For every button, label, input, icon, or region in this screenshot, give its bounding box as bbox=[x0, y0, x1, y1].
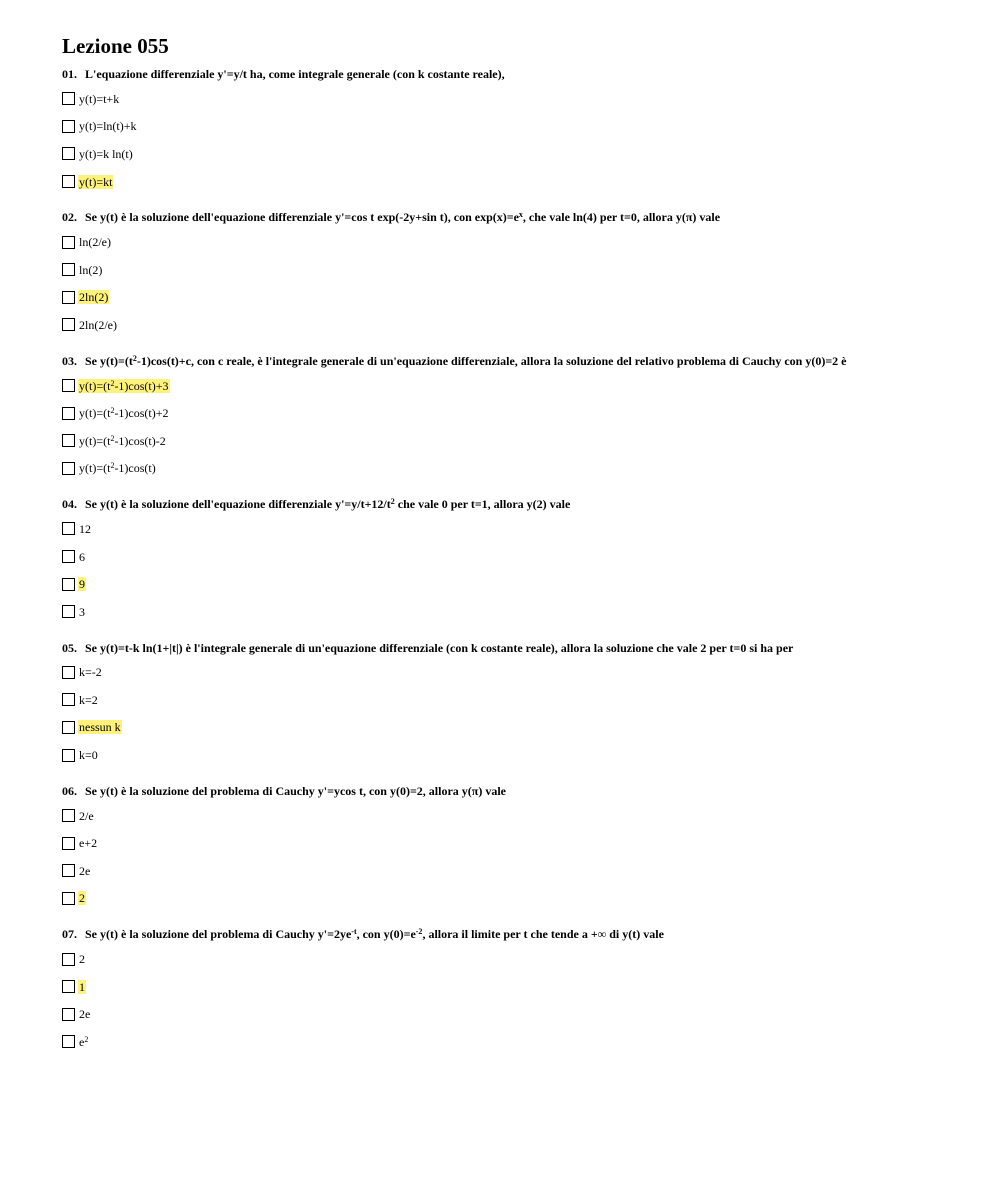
question-text bbox=[62, 640, 962, 656]
question-spacer bbox=[62, 912, 962, 926]
question-prompt: Se y(t) è la soluzione del problema di Cauchy y'=ycos t, con y(0)=2, allora y(π) vale bbox=[85, 783, 506, 798]
question-1 bbox=[62, 66, 962, 195]
answer-option[interactable] bbox=[62, 1028, 962, 1056]
question-text bbox=[62, 926, 962, 942]
answer-option[interactable] bbox=[62, 140, 962, 168]
questions-list bbox=[62, 66, 962, 1056]
answer-checkbox[interactable] bbox=[62, 120, 75, 133]
question-text bbox=[62, 783, 962, 799]
options-list bbox=[62, 372, 962, 482]
answer-checkbox[interactable] bbox=[62, 666, 75, 679]
answer-label: $y(t)=(t^2-1)\cos(t)-2$ bbox=[79, 433, 166, 448]
question-text bbox=[62, 209, 962, 225]
answer-option[interactable] bbox=[62, 427, 962, 455]
answer-label: ln(2/e) bbox=[79, 235, 111, 250]
answer-checkbox[interactable] bbox=[62, 693, 75, 706]
question-text bbox=[62, 353, 962, 369]
answer-checkbox[interactable] bbox=[62, 721, 75, 734]
answer-label: 2e bbox=[79, 863, 91, 878]
answer-checkbox[interactable] bbox=[62, 1008, 75, 1021]
answer-checkbox[interactable] bbox=[62, 147, 75, 160]
answer-checkbox[interactable] bbox=[62, 407, 75, 420]
answer-option[interactable] bbox=[62, 802, 962, 830]
answer-option[interactable] bbox=[62, 686, 962, 714]
question-3 bbox=[62, 353, 962, 482]
answer-option[interactable] bbox=[62, 228, 962, 256]
answer-checkbox[interactable] bbox=[62, 175, 75, 188]
answer-option[interactable] bbox=[62, 857, 962, 885]
answer-label: $y(t)=(t^2-1)\cos(t)+2$ bbox=[79, 406, 169, 421]
question-prompt: Se y(t) è la soluzione dell'equazione differenziale $y'=y/t+12/t^2$ che vale 0 per t=1, allora y(2) vale bbox=[85, 497, 571, 512]
answer-label: $e^2$ bbox=[79, 1034, 89, 1049]
answer-option[interactable] bbox=[62, 885, 962, 913]
answer-option[interactable] bbox=[62, 570, 962, 598]
answer-option[interactable] bbox=[62, 945, 962, 973]
answer-label-highlighted: 1 bbox=[79, 979, 85, 994]
answer-option[interactable] bbox=[62, 399, 962, 427]
question-spacer bbox=[62, 769, 962, 783]
question-4 bbox=[62, 496, 962, 625]
question-prompt: Se $y(t)=(t^2-1)\cos(t)+c$, con c reale, è l'integrale generale di un'equazione differenziale, allora la soluzione del relativo problema di Cauchy con y(0)=2 è bbox=[85, 353, 847, 368]
answer-label-highlighted: 2 bbox=[79, 891, 85, 906]
answer-option[interactable] bbox=[62, 113, 962, 141]
question-number: 01. bbox=[62, 67, 77, 81]
answer-label: 12 bbox=[79, 521, 91, 536]
answer-option[interactable] bbox=[62, 741, 962, 769]
answer-label: 2e bbox=[79, 1007, 91, 1022]
answer-checkbox[interactable] bbox=[62, 980, 75, 993]
question-prompt: Se y(t)=t-k ln(1+|t|) è l'integrale generale di un'equazione differenziale (con k costante reale), allora la soluzione che vale 2 per t=0 si ha per bbox=[85, 640, 794, 655]
answer-label: 3 bbox=[79, 604, 85, 619]
question-text bbox=[62, 496, 962, 512]
document-page bbox=[62, 34, 962, 1056]
answer-checkbox[interactable] bbox=[62, 953, 75, 966]
question-spacer bbox=[62, 339, 962, 353]
options-list bbox=[62, 945, 962, 1055]
answer-checkbox[interactable] bbox=[62, 550, 75, 563]
question-5 bbox=[62, 640, 962, 769]
answer-option[interactable] bbox=[62, 714, 962, 742]
options-list bbox=[62, 802, 962, 912]
answer-label: y(t)=t+k bbox=[79, 91, 120, 106]
answer-checkbox[interactable] bbox=[62, 837, 75, 850]
answer-label-highlighted: 2ln(2) bbox=[79, 290, 109, 305]
answer-checkbox[interactable] bbox=[62, 892, 75, 905]
answer-label-highlighted: nessun k bbox=[79, 720, 121, 735]
answer-option[interactable] bbox=[62, 372, 962, 400]
answer-option[interactable] bbox=[62, 515, 962, 543]
answer-checkbox[interactable] bbox=[62, 522, 75, 535]
options-list bbox=[62, 659, 962, 769]
answer-label: 2 bbox=[79, 952, 85, 967]
answer-label: y(t)=ln(t)+k bbox=[79, 119, 137, 134]
question-spacer bbox=[62, 482, 962, 496]
answer-checkbox[interactable] bbox=[62, 92, 75, 105]
answer-checkbox[interactable] bbox=[62, 1035, 75, 1048]
question-text bbox=[62, 66, 962, 82]
answer-option[interactable] bbox=[62, 311, 962, 339]
answer-checkbox[interactable] bbox=[62, 809, 75, 822]
question-number: 03. bbox=[62, 353, 77, 368]
answer-checkbox[interactable] bbox=[62, 749, 75, 762]
options-list bbox=[62, 515, 962, 625]
answer-option[interactable] bbox=[62, 543, 962, 571]
question-number: 04. bbox=[62, 497, 77, 512]
options-list bbox=[62, 228, 962, 338]
answer-checkbox[interactable] bbox=[62, 318, 75, 331]
answer-option[interactable] bbox=[62, 455, 962, 483]
question-prompt: Se y(t) è la soluzione dell'equazione differenziale y'=cos t exp(-2y+sin t), con $\exp(x)=e^x$, che vale ln(4) per t=0, allora y(π) vale bbox=[85, 210, 721, 225]
question-6 bbox=[62, 783, 962, 912]
question-prompt: Se y(t) è la soluzione del problema di Cauchy $y'=2ye^{-t}$, con $y(0)=e^{-2}$, allora il limite per t che tende a +∞ di y(t) vale bbox=[85, 927, 664, 942]
question-number: 07. bbox=[62, 927, 77, 942]
answer-option[interactable] bbox=[62, 973, 962, 1001]
answer-option[interactable] bbox=[62, 659, 962, 687]
lesson-title: Lezione 055 bbox=[62, 34, 169, 58]
answer-option[interactable] bbox=[62, 85, 962, 113]
answer-checkbox[interactable] bbox=[62, 236, 75, 249]
answer-label-highlighted: $y(t)=(t^2-1)\cos(t)+3$ bbox=[79, 378, 169, 393]
answer-checkbox[interactable] bbox=[62, 291, 75, 304]
answer-label: $y(t)=(t^2-1)\cos(t)$ bbox=[79, 461, 156, 476]
answer-label: 2ln(2/e) bbox=[79, 317, 117, 332]
answer-label: k=0 bbox=[79, 748, 98, 763]
question-prompt: L'equazione differenziale y'=y/t ha, come integrale generale (con k costante reale), bbox=[85, 67, 505, 81]
question-2 bbox=[62, 209, 962, 338]
answer-checkbox[interactable] bbox=[62, 605, 75, 618]
answer-checkbox[interactable] bbox=[62, 578, 75, 591]
answer-option[interactable] bbox=[62, 256, 962, 284]
answer-checkbox[interactable] bbox=[62, 434, 75, 447]
question-spacer bbox=[62, 626, 962, 640]
answer-label: e+2 bbox=[79, 836, 98, 851]
answer-label: 6 bbox=[79, 549, 85, 564]
answer-checkbox[interactable] bbox=[62, 462, 75, 475]
question-number: 02. bbox=[62, 210, 77, 225]
question-7 bbox=[62, 926, 962, 1055]
answer-option[interactable] bbox=[62, 168, 962, 196]
question-number: 06. bbox=[62, 783, 77, 798]
answer-option[interactable] bbox=[62, 284, 962, 312]
answer-label: k=2 bbox=[79, 692, 98, 707]
answer-label: 2/e bbox=[79, 808, 94, 823]
question-number: 05. bbox=[62, 640, 77, 655]
question-spacer bbox=[62, 195, 962, 209]
answer-label: k=-2 bbox=[79, 665, 102, 680]
answer-option[interactable] bbox=[62, 598, 962, 626]
answer-label: y(t)=k ln(t) bbox=[79, 146, 133, 161]
answer-checkbox[interactable] bbox=[62, 379, 75, 392]
answer-option[interactable] bbox=[62, 1000, 962, 1028]
options-list bbox=[62, 85, 962, 195]
answer-label: ln(2) bbox=[79, 262, 103, 277]
answer-label-highlighted: 9 bbox=[79, 577, 85, 592]
answer-checkbox[interactable] bbox=[62, 263, 75, 276]
answer-option[interactable] bbox=[62, 829, 962, 857]
answer-label-highlighted: y(t)=kt bbox=[79, 174, 113, 189]
answer-checkbox[interactable] bbox=[62, 864, 75, 877]
